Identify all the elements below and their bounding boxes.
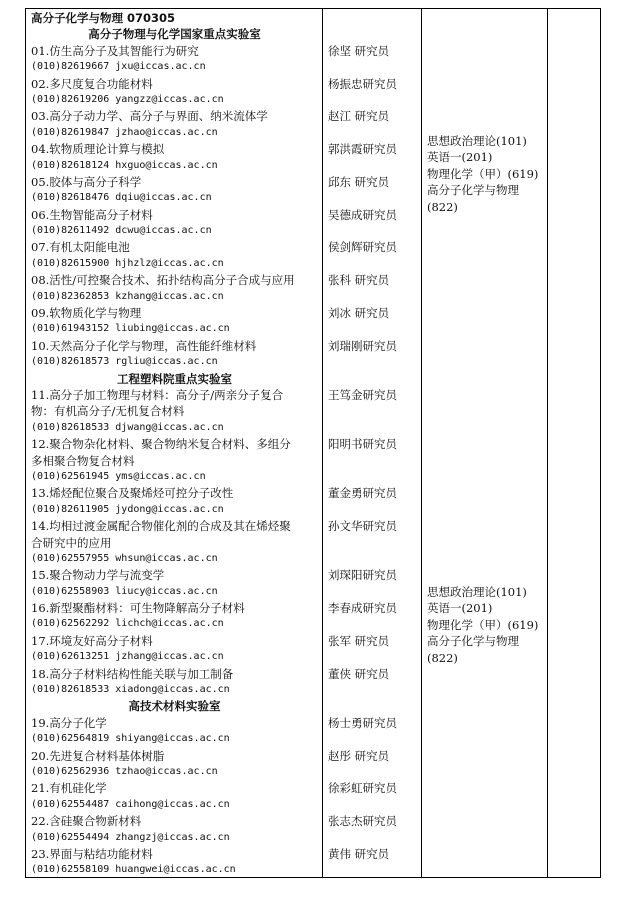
research-direction bbox=[26, 387, 323, 436]
research-direction bbox=[26, 305, 323, 338]
research-direction bbox=[26, 239, 323, 272]
table-row bbox=[26, 846, 600, 879]
table-row bbox=[26, 43, 600, 76]
research-direction bbox=[26, 272, 323, 305]
contact-info: (010)62564819 shiyang@iccas.ac.cn bbox=[31, 733, 230, 745]
research-direction bbox=[26, 141, 323, 174]
exam-subject: 高分子化学与物理 bbox=[427, 183, 519, 198]
research-direction bbox=[26, 174, 323, 207]
table-row bbox=[26, 338, 600, 371]
topic-line: 合研究中的应用 bbox=[31, 535, 112, 550]
topic-line: 19.高分子化学 bbox=[31, 715, 107, 730]
topic-line: 02.多尺度复合功能材料 bbox=[31, 76, 153, 91]
research-direction bbox=[26, 846, 323, 879]
contact-info: (010)62557955 whsun@iccas.ac.cn bbox=[31, 552, 218, 564]
research-direction bbox=[26, 633, 323, 666]
topic-line: 09.软物质化学与物理 bbox=[31, 306, 142, 321]
research-direction bbox=[26, 43, 323, 76]
contact-info: (010)62561945 yms@iccas.ac.cn bbox=[31, 470, 206, 482]
topic-line: 20.先进复合材料基体树脂 bbox=[31, 748, 165, 763]
research-direction bbox=[26, 436, 323, 485]
advisor-name: 刘琛阳研究员 bbox=[328, 568, 397, 583]
contact-info: (010)82619667 jxu@iccas.ac.cn bbox=[31, 61, 206, 73]
topic-line: 07.有机太阳能电池 bbox=[31, 240, 130, 255]
contact-info: (010)82618533 xiadong@iccas.ac.cn bbox=[31, 684, 230, 696]
table-row bbox=[26, 748, 600, 781]
contact-info: (010)82618533 djwang@iccas.ac.cn bbox=[31, 421, 224, 433]
exam-subject: 思想政治理论(101) bbox=[427, 585, 527, 599]
contact-info: (010)82618476 dqiu@iccas.ac.cn bbox=[31, 192, 212, 204]
contact-info: (010)62554487 caihong@iccas.ac.cn bbox=[31, 798, 230, 810]
exam-subject: 英语一(201) bbox=[427, 150, 493, 165]
exam-subject: 物理化学（甲）(619) bbox=[427, 617, 539, 632]
research-direction bbox=[26, 715, 323, 748]
advisor-name: 张军 研究员 bbox=[328, 633, 390, 648]
contact-info: (010)82611492 dcwu@iccas.ac.cn bbox=[31, 225, 212, 237]
advisor-name: 王笃金研究员 bbox=[328, 387, 397, 402]
topic-line: 13.烯烃配位聚合及聚烯烃可控分子改性 bbox=[31, 486, 234, 501]
advisor-name: 郭洪霞研究员 bbox=[328, 142, 397, 157]
research-direction bbox=[26, 600, 323, 633]
advisor-name: 邱东 研究员 bbox=[328, 174, 390, 189]
exam-subjects bbox=[427, 133, 549, 215]
contact-info: (010)82611905 jydong@iccas.ac.cn bbox=[31, 503, 224, 515]
topic-line: 01.仿生高分子及其智能行为研究 bbox=[31, 43, 199, 58]
exam-subject: 英语一(201) bbox=[427, 601, 493, 616]
research-direction bbox=[26, 748, 323, 781]
table-row bbox=[26, 666, 600, 699]
advisor-name: 杨振忠研究员 bbox=[328, 76, 397, 91]
topic-line: 08.活性/可控聚合技术、拓扑结构高分子合成与应用 bbox=[31, 273, 295, 288]
topic-line: 11.高分子加工物理与材料：高分子/两亲分子复合 bbox=[31, 387, 284, 402]
topic-line: 12.聚合物杂化材料、聚合物纳米复合材料、多组分 bbox=[31, 437, 291, 452]
table-row bbox=[26, 813, 600, 846]
advisor-name: 赵彤 研究员 bbox=[328, 748, 390, 763]
topic-line: 04.软物质理论计算与模拟 bbox=[31, 142, 165, 157]
advisor-name: 张科 研究员 bbox=[328, 273, 390, 288]
lab-heading: 高分子物理与化学国家重点实验室 bbox=[88, 27, 261, 42]
contact-info: (010)61943152 liubing@iccas.ac.cn bbox=[31, 323, 230, 335]
advisor-name: 刘冰 研究员 bbox=[328, 306, 390, 321]
topic-line: 16.新型聚酯材料：可生物降解高分子材料 bbox=[31, 601, 245, 616]
topic-line: 23.界面与粘结功能材料 bbox=[31, 846, 153, 861]
research-direction bbox=[26, 518, 323, 567]
contact-info: (010)62613251 jzhang@iccas.ac.cn bbox=[31, 651, 224, 663]
table-row bbox=[26, 305, 600, 338]
topic-line: 18.高分子材料结构性能关联与加工制备 bbox=[31, 666, 234, 681]
contact-info: (010)62554494 zhangzj@iccas.ac.cn bbox=[31, 831, 230, 843]
research-direction bbox=[26, 813, 323, 846]
program-title: 高分子化学与物理 070305 bbox=[31, 11, 176, 25]
table-row bbox=[26, 76, 600, 109]
contact-info: (010)82615900 hjhzlz@iccas.ac.cn bbox=[31, 257, 224, 269]
exam-subject: (822) bbox=[427, 199, 458, 214]
advisor-name: 张志杰研究员 bbox=[328, 814, 397, 829]
research-direction bbox=[26, 567, 323, 600]
topic-line: 22.含硅聚合物新材料 bbox=[31, 814, 142, 829]
contact-info: (010)62558903 liucy@iccas.ac.cn bbox=[31, 585, 218, 597]
advisor-name: 吴德成研究员 bbox=[328, 207, 397, 222]
research-direction bbox=[26, 485, 323, 518]
advisor-name: 赵江 研究员 bbox=[328, 109, 390, 124]
research-direction bbox=[26, 780, 323, 813]
advisor-name: 徐坚 研究员 bbox=[328, 43, 390, 58]
contact-info: (010)82618124 hxguo@iccas.ac.cn bbox=[31, 159, 218, 171]
topic-line: 06.生物智能高分子材料 bbox=[31, 207, 153, 222]
research-direction bbox=[26, 338, 323, 371]
exam-subject: (822) bbox=[427, 650, 458, 665]
advisor-name: 黄伟 研究员 bbox=[328, 846, 390, 861]
advisor-name: 董侠 研究员 bbox=[328, 666, 390, 681]
research-direction bbox=[26, 666, 323, 699]
contact-info: (010)82619206 yangzz@iccas.ac.cn bbox=[31, 93, 224, 105]
program-table bbox=[25, 8, 601, 878]
table-row bbox=[26, 239, 600, 272]
topic-line: 21.有机硅化学 bbox=[31, 781, 107, 796]
contact-info: (010)62558109 huangwei@iccas.ac.cn bbox=[31, 864, 236, 876]
lab-heading: 工程塑料院重点实验室 bbox=[117, 371, 232, 386]
exam-subject: 思想政治理论(101) bbox=[427, 134, 527, 148]
table-row bbox=[26, 387, 600, 436]
exam-subject: 高分子化学与物理 bbox=[427, 634, 519, 649]
topic-line: 03.高分子动力学、高分子与界面、纳米流体学 bbox=[31, 109, 268, 124]
topic-line: 15.聚合物动力学与流变学 bbox=[31, 568, 165, 583]
contact-info: (010)82362853 kzhang@iccas.ac.cn bbox=[31, 290, 224, 302]
exam-subject: 物理化学（甲）(619) bbox=[427, 166, 539, 181]
table-row bbox=[26, 780, 600, 813]
table-row bbox=[26, 518, 600, 567]
topic-line: 物：有机高分子/无机复合材料 bbox=[31, 404, 185, 419]
advisor-name: 刘瑞刚研究员 bbox=[328, 338, 397, 353]
table-row bbox=[26, 272, 600, 305]
topic-line: 05.胶体与高分子科学 bbox=[31, 174, 142, 189]
topic-line: 17.环境友好高分子材料 bbox=[31, 633, 153, 648]
topic-line: 10.天然高分子化学与物理，高性能纤维材料 bbox=[31, 338, 257, 353]
advisor-name: 董金勇研究员 bbox=[328, 486, 397, 501]
contact-info: (010)62562292 lichch@iccas.ac.cn bbox=[31, 618, 224, 630]
contact-info: (010)62562936 tzhao@iccas.ac.cn bbox=[31, 765, 218, 777]
table-row bbox=[26, 715, 600, 748]
advisor-name: 阳明书研究员 bbox=[328, 437, 397, 452]
advisor-name: 徐彩虹研究员 bbox=[328, 781, 397, 796]
research-direction bbox=[26, 76, 323, 109]
contact-info: (010)82619847 jzhao@iccas.ac.cn bbox=[31, 126, 218, 138]
advisor-name: 孙文华研究员 bbox=[328, 519, 397, 534]
exam-subjects bbox=[427, 584, 549, 666]
table-row bbox=[26, 485, 600, 518]
research-direction bbox=[26, 108, 323, 141]
research-direction bbox=[26, 207, 323, 240]
advisor-name: 杨士勇研究员 bbox=[328, 715, 397, 730]
contact-info: (010)82618573 rgliu@iccas.ac.cn bbox=[31, 356, 218, 368]
advisor-name: 侯剑辉研究员 bbox=[328, 240, 397, 255]
advisor-name: 李春成研究员 bbox=[328, 601, 397, 616]
topic-line: 14.均相过渡金属配合物催化剂的合成及其在烯烃聚 bbox=[31, 519, 291, 534]
topic-line: 多相聚合物复合材料 bbox=[31, 453, 135, 468]
table-row bbox=[26, 436, 600, 485]
lab-heading: 高技术材料实验室 bbox=[128, 699, 221, 714]
